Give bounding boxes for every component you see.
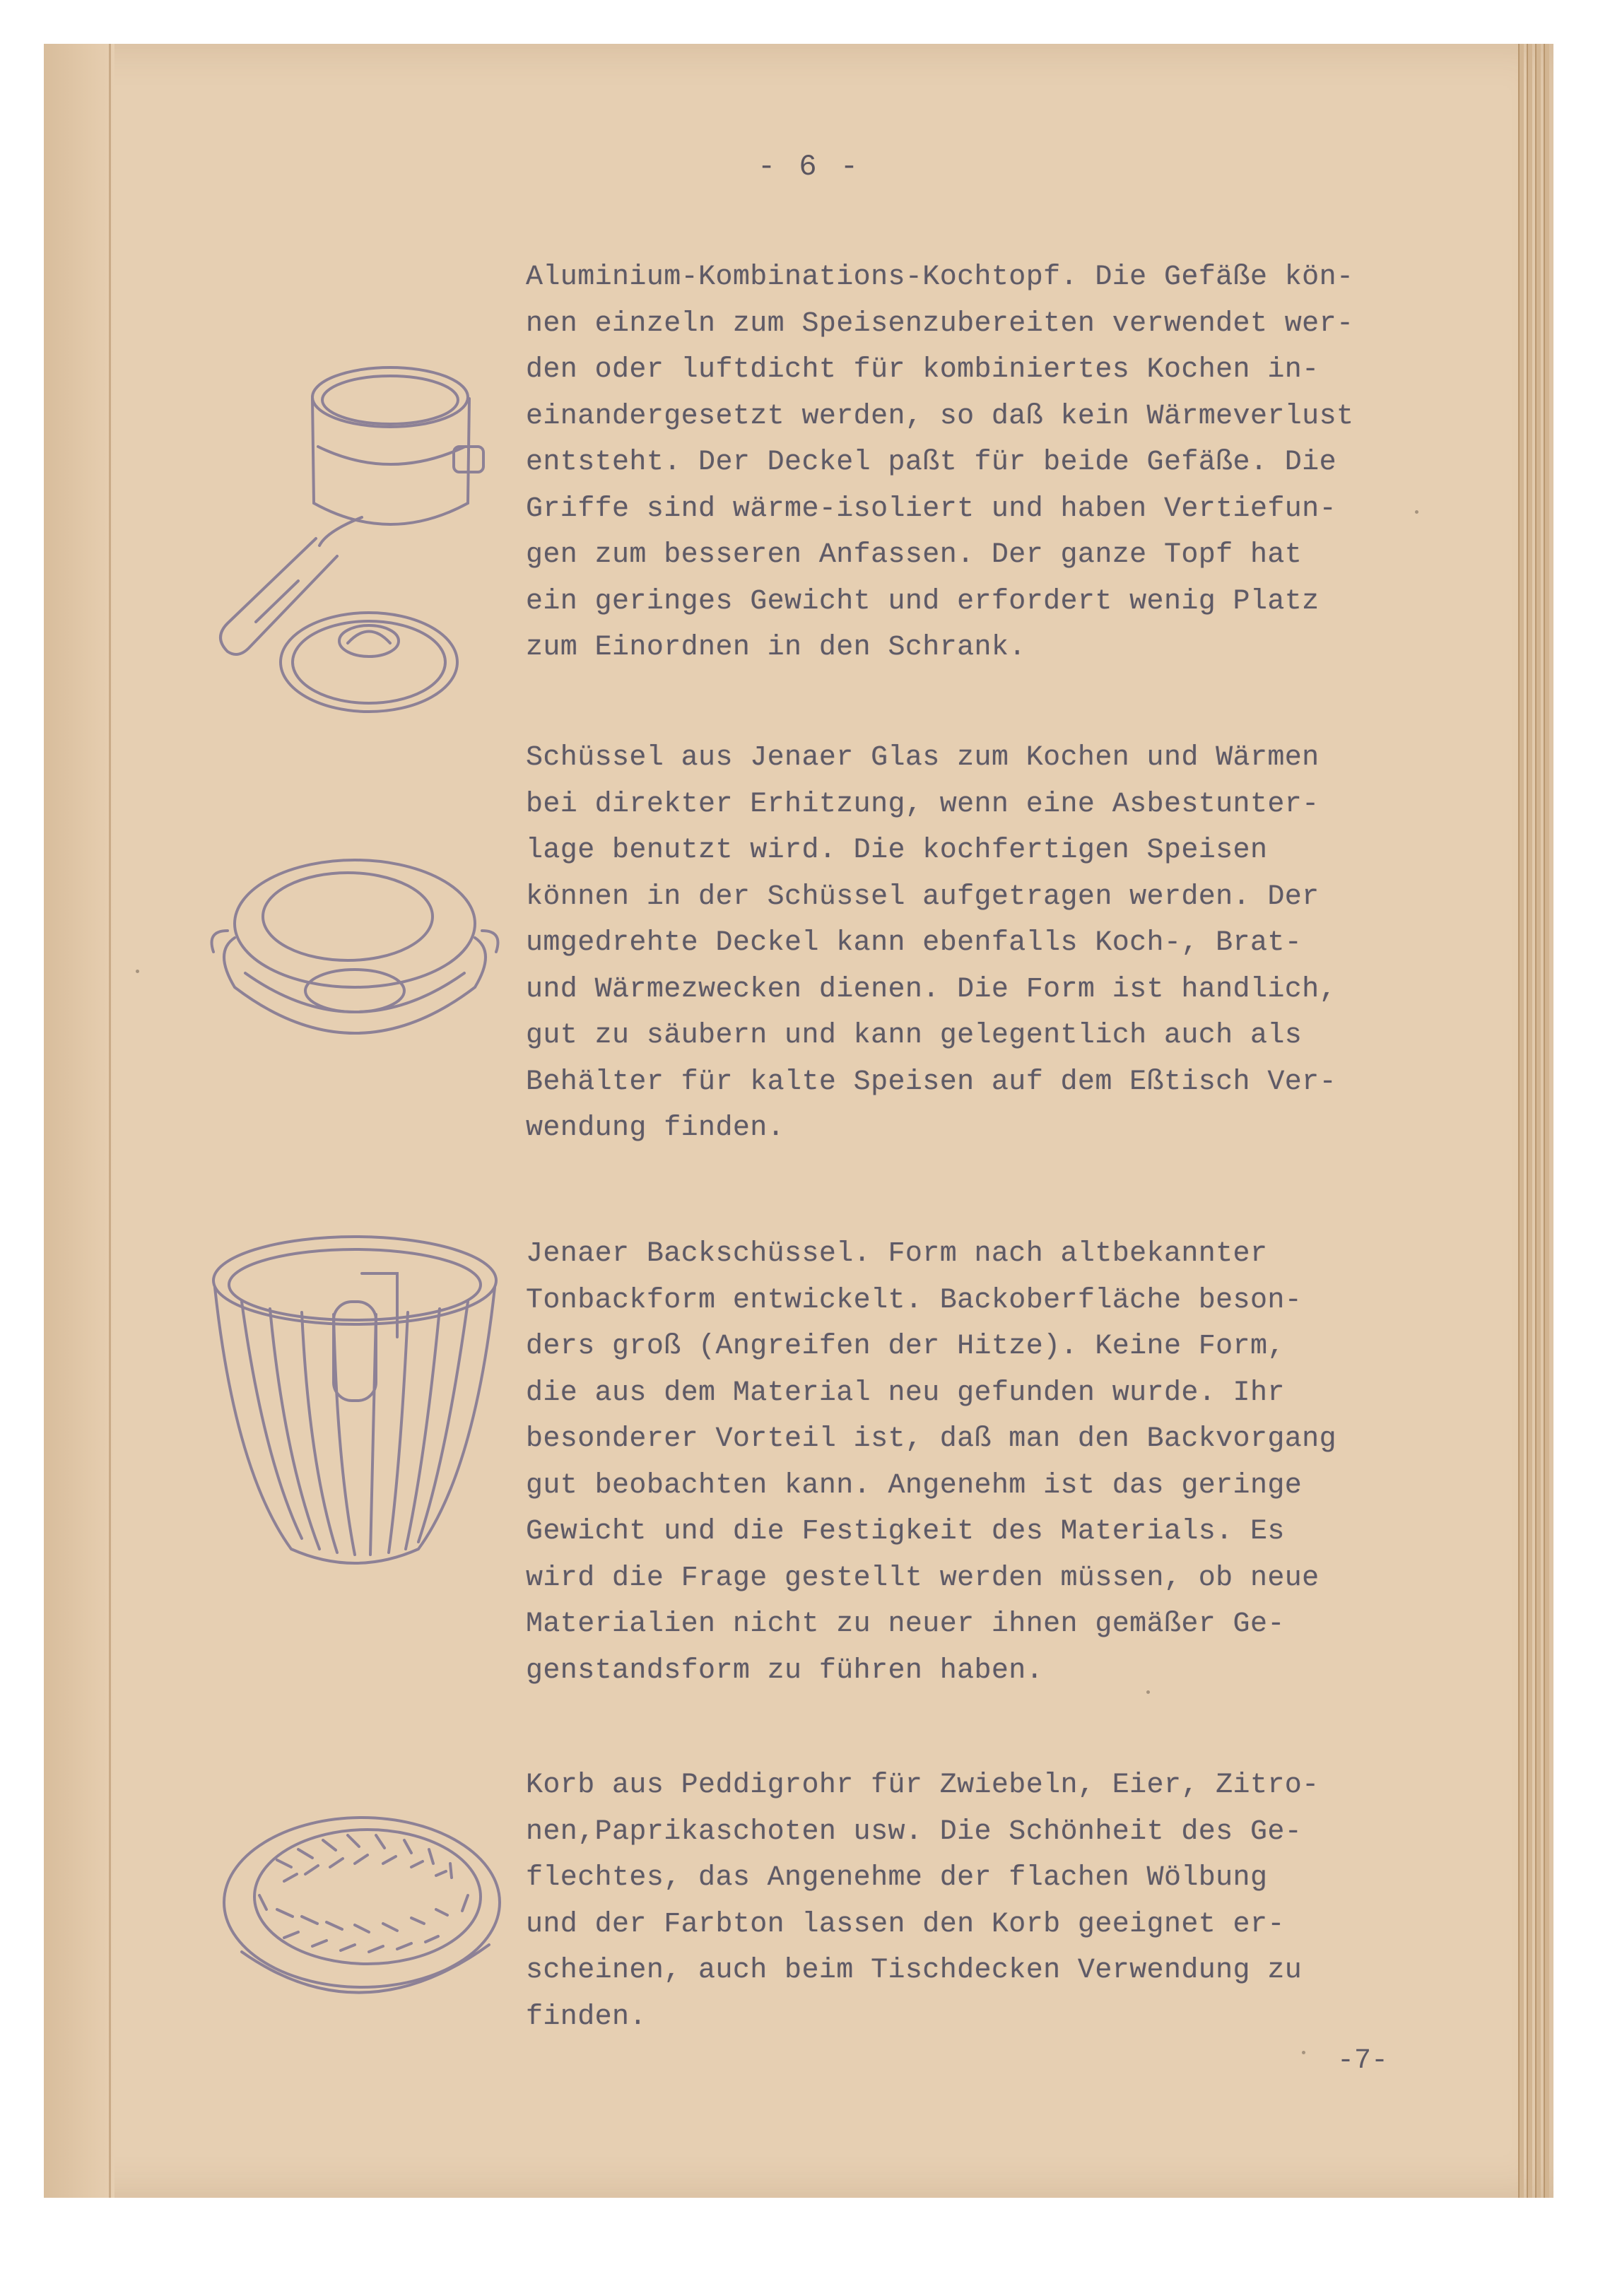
- text-line: gut zu säubern und kann gelegentlich auch als: [526, 1020, 1303, 1052]
- paper-speck: [1146, 1690, 1150, 1694]
- text-line: bei direkter Erhitzung, wenn eine Asbestunter-: [526, 788, 1320, 820]
- text-line: gut beobachten kann. Angenehm ist das geringe: [526, 1469, 1303, 1502]
- paragraph-jenaer-backschuessel: [526, 1231, 1445, 1694]
- text-line: Gewicht und die Festigkeit des Materials. Es: [526, 1516, 1285, 1548]
- text-line: ein geringes Gewicht und erfordert wenig Platz: [526, 585, 1320, 618]
- document-page: [44, 44, 1553, 2198]
- fluted-baking-dish-sketch-icon: [185, 1224, 524, 1591]
- text-line: umgedrehte Deckel kann ebenfalls Koch-, Brat-: [526, 927, 1303, 959]
- text-line: die aus dem Material neu gefunden wurde. Ihr: [526, 1377, 1285, 1409]
- paper-speck: [1415, 510, 1418, 514]
- text-line: wird die Frage gestellt werden müssen, ob neue: [526, 1562, 1320, 1594]
- text-line: nen,Paprikaschoten usw. Die Schönheit des Ge-: [526, 1815, 1303, 1848]
- text-line: Jenaer Backschüssel. Form nach altbekannter: [526, 1238, 1268, 1270]
- text-line: lage benutzt wird. Die kochfertigen Speisen: [526, 835, 1268, 866]
- paragraph-aluminium-kochtopf: [526, 254, 1445, 671]
- text-line: und der Farbton lassen den Korb geeignet er-: [526, 1908, 1285, 1941]
- glass-casserole-dish-sketch-icon: [185, 846, 524, 1086]
- text-line: zum Einordnen in den Schrank.: [526, 632, 1026, 664]
- text-line: gen zum besseren Anfassen. Der ganze Topf hat: [526, 539, 1303, 571]
- text-line: flechtes, das Angenehme der flachen Wölbung: [526, 1862, 1268, 1894]
- paper-speck: [136, 970, 139, 973]
- text-line: Korb aus Peddigrohr für Zwiebeln, Eier, Zitro-: [526, 1770, 1320, 1801]
- text-line: entsteht. Der Deckel paßt für beide Gefäße. Die: [526, 447, 1336, 478]
- text-line: ders groß (Angreifen der Hitze). Keine Form,: [526, 1331, 1285, 1362]
- text-line: Behälter für kalte Speisen auf dem Eßtisch Ver-: [526, 1066, 1336, 1098]
- text-line: finden.: [526, 2001, 647, 2033]
- text-line: einandergesetzt werden, so daß kein Wärmeverlust: [526, 400, 1354, 432]
- text-line: Tonbackform entwickelt. Backoberfläche beson-: [526, 1284, 1303, 1317]
- page-number: - 6 -: [758, 150, 862, 184]
- text-line: nen einzeln zum Speisenzubereiten verwendet wer-: [526, 307, 1354, 340]
- text-line: und Wärmezwecken dienen. Die Form ist handlich,: [526, 973, 1336, 1006]
- paper-speck: [1302, 2051, 1305, 2054]
- paragraph-jenaer-glas-schuessel: [526, 735, 1445, 1152]
- stacked-page-edges: [1511, 44, 1553, 2198]
- saucepan-with-lid-sketch-icon: [150, 341, 546, 736]
- text-line: Materialien nicht zu neuer ihnen gemäßer Ge-: [526, 1608, 1285, 1640]
- text-line: scheinen, auch beim Tischdecken Verwendung zu: [526, 1955, 1303, 1986]
- page-gutter: [44, 44, 114, 2198]
- text-line: Schüssel aus Jenaer Glas zum Kochen und Wärmen: [526, 742, 1320, 774]
- text-line: genstandsform zu führen haben.: [526, 1654, 1044, 1687]
- text-line: wendung finden.: [526, 1112, 785, 1144]
- paragraph-peddigrohr-korb: [526, 1762, 1445, 2040]
- next-page-reference: -7-: [1337, 2045, 1389, 2077]
- text-line: Aluminium-Kombinations-Kochtopf. Die Gefäße kön-: [526, 261, 1354, 293]
- text-line: Griffe sind wärme-isoliert und haben Vertiefun-: [526, 493, 1336, 525]
- binding-fold: [109, 44, 111, 2198]
- text-line: besonderer Vorteil ist, daß man den Backvorgang: [526, 1423, 1336, 1455]
- text-line: können in der Schüssel aufgetragen werden. Der: [526, 881, 1320, 913]
- text-line: den oder luftdicht für kombiniertes Kochen in-: [526, 354, 1320, 386]
- wicker-basket-sketch-icon: [199, 1796, 524, 2030]
